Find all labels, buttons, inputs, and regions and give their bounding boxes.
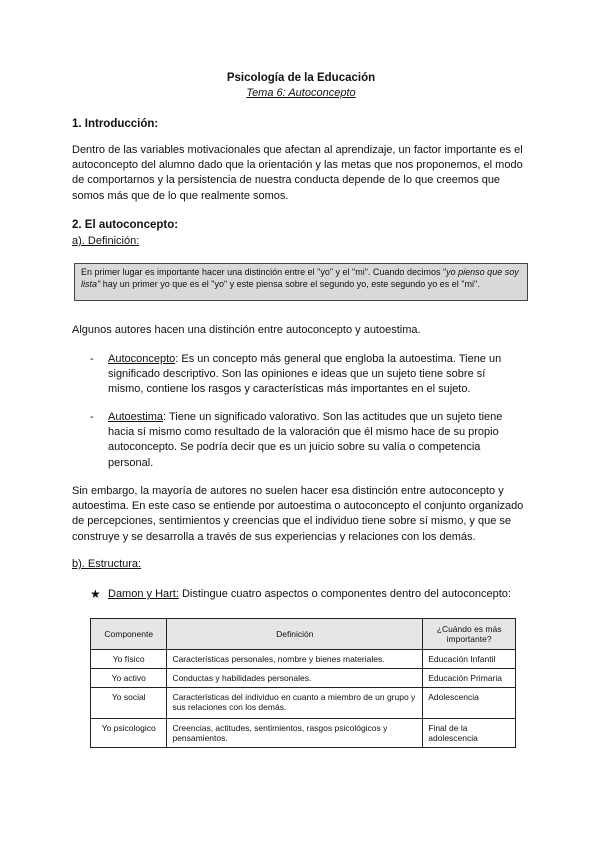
component-cell: Yo social (91, 688, 167, 719)
bullet-body: : Es un concepto más general que engloba la autoestima. Tiene un significado descriptivo. Son las opiniones e ideas que un sujeto tiene sobre sí mismo, contiene los rasgos y características más importantes en el sujeto. (108, 353, 502, 396)
quote-text-part2: hay un primer yo que es el "yo" y este piensa sobre el segundo yo, este segundo yo es el "mi". (100, 278, 480, 289)
header-cell: ¿Cuándo es más importante? (423, 619, 516, 650)
when-cell: Educación Primaria (423, 669, 516, 688)
document-subtitle: Tema 6: Autoconcepto (246, 87, 356, 99)
damon-hart-body: Distingue cuatro aspectos o componentes dentro del autoconcepto: (178, 588, 511, 600)
bullet-body: : Tiene un significado valorativo. Son las actitudes que un sujeto tiene hacia sí mismo como resultado de la valoración que él mismo hace de su propio autoconcepto. Se podría decir que es un juicio sobre su valía o competencia personal. (108, 411, 503, 469)
quote-text-part1: En primer lugar es importante hacer una distinción entre el "yo" y el "mi". Cuando decimos " (81, 267, 447, 277)
header-cell: Componente (91, 619, 167, 650)
header-cell: Definición (167, 619, 423, 650)
document-title: Psicología de la Educación (226, 72, 376, 84)
table-row (91, 688, 516, 719)
table-header-row (91, 619, 516, 650)
star-icon: ★ (90, 587, 101, 601)
table-row (91, 650, 516, 669)
bullet-dash: - (90, 411, 94, 423)
definition-cell: Conductas y habilidades personales. (167, 669, 423, 688)
bullet-text (108, 410, 520, 471)
definition-cell: Características del individuo en cuanto a miembro de un grupo y sus relaciones con los demás. (167, 688, 423, 719)
bullet-text (108, 352, 520, 398)
distinction-intro: Algunos autores hacen una distinción entre autoconcepto y autoestima. (72, 324, 421, 336)
component-cell: Yo activo (91, 669, 167, 688)
bullet-dash: - (90, 353, 94, 365)
component-cell: Yo psicologico (91, 719, 167, 748)
bullet-term: Autoconcepto (108, 353, 176, 365)
section-1-heading: 1. Introducción: (72, 118, 159, 130)
quote-text-italic: yo pienso que soy lista" (81, 267, 519, 289)
conclusion-text: Sin embargo, la mayoría de autores no suelen hacer esa distinción entre autoconcepto y autoestima. En este caso se entiende por autoestima o autoconcepto el conjunto organizado de percepciones, sentimientos y creencias que el individuo tiene sobre sí mismo, y que se construye y se desarrolla a través de sus experiencias y relaciones con los demás. (72, 485, 524, 543)
when-cell: Final de la adolescencia (423, 719, 516, 748)
damon-hart-text (108, 588, 511, 600)
damon-hart-term: Damon y Hart: (108, 588, 179, 600)
definition-quote-box (74, 263, 528, 301)
table-row (91, 719, 516, 748)
table-row (91, 669, 516, 688)
when-cell: Educación Infantil (423, 650, 516, 669)
subsection-b-heading: b). Estructura: (72, 558, 142, 570)
definition-cell: Creencias, actitudes, sentimientos, rasgos psicológicos y pensamientos. (167, 719, 423, 748)
when-cell: Adolescencia (423, 688, 516, 719)
bullet-term: Autoestima (108, 411, 164, 423)
definition-cell: Características personales, nombre y bienes materiales. (167, 650, 423, 669)
component-cell: Yo físico (91, 650, 167, 669)
components-table (90, 618, 516, 748)
section-2-heading: 2. El autoconcepto: (72, 219, 179, 231)
subsection-a-heading: a). Definición: (72, 235, 140, 247)
section-1-text: Dentro de las variables motivacionales que afectan al aprendizaje, un factor importante es el autoconcepto del alumno dado que la orientación y las metas que nos proponemos, el modo de comportarnos y la persistencia de nuestra conducta depende de lo que creemos que somos más que de lo que realmente somos. (72, 144, 523, 202)
